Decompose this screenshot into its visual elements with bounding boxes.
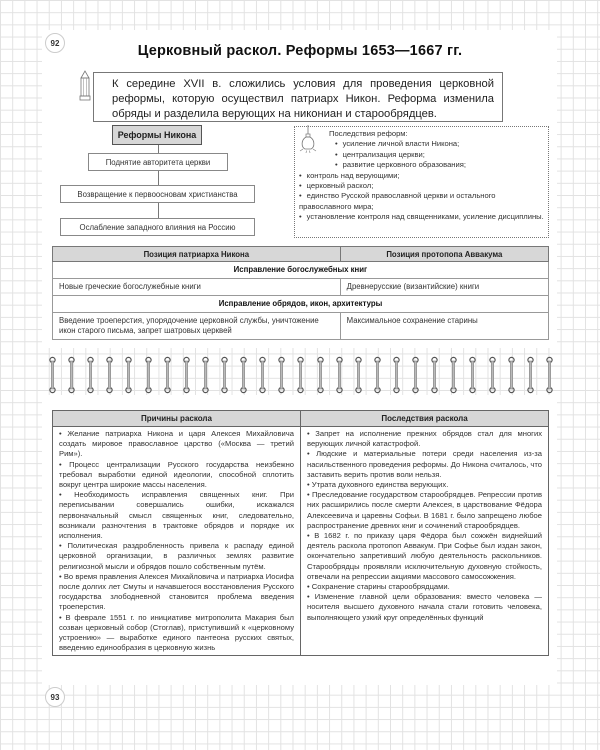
effect-item: • Изменение главной цели образования: вместо человека — носителя высшего духовного начала стали готовить человека, выполняющего узкий круг определённых функций (307, 592, 542, 623)
spiral-ring-icon (450, 355, 457, 395)
spiral-ring-icon (317, 355, 324, 395)
spiral-ring-icon (546, 355, 553, 395)
effect-item: • Преследование государством старообрядцев. Репрессии против них расширились после смерти Алексея, в царствование Фёдора Алексеевича и царевны Софьи. В 1681 г. было запрещено любое распространение древних книг и сочинений старообрядцев. (307, 490, 542, 531)
spiral-ring-icon (240, 355, 247, 395)
cause-item: • Необходимость исправления священных книг. При переписывании совершались ошибки, искажался первоначальный смысл священных книг, следовательно, возникали разночтения в трактовке обрядов и порядке их исполнения. (59, 490, 294, 541)
spiral-ring-icon (145, 355, 152, 395)
effects-cell (301, 427, 549, 656)
spiral-ring-icon (164, 355, 171, 395)
header-effects: Последствия раскола (301, 411, 549, 427)
spiral-ring-icon (68, 355, 75, 395)
consequence-item: • развитие церковного образования; (335, 160, 544, 170)
page-title: Церковный раскол. Реформы 1653—1667 гг. (137, 43, 463, 59)
avvakum-position: Древнерусские (византийские) книги (340, 279, 548, 296)
spiral-ring-icon (49, 355, 56, 395)
consequence-item: • установление контроля над священниками, усиление дисциплины. (299, 212, 544, 222)
lightbulb-icon (298, 125, 318, 155)
intro-text: К середине XVII в. сложились условия для проведения церковной реформы, которую осуществил патриарх Никон. Реформа изменила обряды и разделила верующих на никониан и старообрядцев. (93, 72, 503, 122)
spiral-ring-icon (202, 355, 209, 395)
header-causes: Причины раскола (53, 411, 301, 427)
spiral-binding (45, 355, 557, 395)
pencil-icon (78, 70, 92, 104)
reforms-heading: Реформы Никона (112, 125, 202, 145)
reform-consequences-box (294, 126, 549, 238)
avvakum-position: Максимальное сохранение старины (340, 313, 548, 340)
reform-item: Поднятие авторитета церкви (88, 153, 228, 171)
spiral-ring-icon (259, 355, 266, 395)
reform-item: Возвращение к первоосновам христианства (60, 185, 255, 203)
reform-item: Ослабление западного влияния на Россию (60, 218, 255, 236)
page-number-93: 93 (45, 687, 65, 707)
spiral-ring-icon (412, 355, 419, 395)
spiral-ring-icon (431, 355, 438, 395)
spiral-ring-icon (527, 355, 534, 395)
consequence-item: • усиление личной власти Никона; (335, 139, 544, 149)
consequence-item: • контроль над верующими; (299, 171, 544, 181)
consequence-item: • централизация церкви; (335, 150, 544, 160)
spiral-ring-icon (183, 355, 190, 395)
cause-item: • Желание патриарха Никона и царя Алексея Михайловича создать мировое православное царство («Москва — третий Рим»). (59, 429, 294, 460)
effect-item: • Утрата духовного единства верующих. (307, 480, 542, 490)
effect-item: • В 1682 г. по приказу царя Фёдора был сожжён виднейший деятель раскола протопоп Аввакум. При Софье был издан закон, окончательно запретивший любую деятельность раскольников. Старообрядцы проявляли исключительную духовную стойкость, отвечали на репрессии акциями массового самосожжения. (307, 531, 542, 582)
spiral-ring-icon (221, 355, 228, 395)
spiral-ring-icon (106, 355, 113, 395)
connector-line (158, 145, 159, 153)
section-title: Исправление богослужебных книг (53, 262, 549, 279)
spiral-ring-icon (336, 355, 343, 395)
spiral-ring-icon (278, 355, 285, 395)
page-number-92: 92 (45, 33, 65, 53)
nikon-position: Новые греческие богослужебные книги (53, 279, 341, 296)
connector-line (158, 203, 159, 218)
cause-item: • В феврале 1551 г. по инициативе митрополита Макария был созван церковный собор (Стоглав), приступивший к «церковному устроению» — выработке единого пантеона русских святых, введению единообразия в церковную жизнь (59, 613, 294, 654)
schism-table (52, 410, 549, 656)
spiral-ring-icon (469, 355, 476, 395)
connector-line (158, 171, 159, 185)
spiral-ring-icon (508, 355, 515, 395)
header-nikon: Позиция патриарха Никона (53, 247, 341, 262)
section-title: Исправление обрядов, икон, архитектуры (53, 296, 549, 313)
header-avvakum: Позиция протопопа Аввакума (340, 247, 548, 262)
consequences-title: Последствия реформ: (329, 129, 408, 138)
spiral-ring-icon (125, 355, 132, 395)
spiral-ring-icon (87, 355, 94, 395)
consequence-item: • единство Русской православной церкви и остального православного мира; (299, 191, 544, 212)
positions-table (52, 246, 549, 340)
cause-item: • Политическая раздробленность привела к распаду единой церковной организации, в различных землях развитие религиозной мысли и обрядов пошло собственным путём. (59, 541, 294, 572)
causes-cell (53, 427, 301, 656)
spiral-ring-icon (374, 355, 381, 395)
spiral-ring-icon (297, 355, 304, 395)
consequence-item: • церковный раскол; (299, 181, 544, 191)
nikon-position: Введение троеперстия, упорядочение церковной службы, уничтожение икон старого письма, запрет шатровых церквей (53, 313, 341, 340)
effect-item: • Людские и материальные потери среди населения из-за насильственного проведения реформы. До Никона считалось, что заставить верить против воли нельзя. (307, 449, 542, 480)
effect-item: • Сохранение старины старообрядцами. (307, 582, 542, 592)
effect-item: • Запрет на исполнение прежних обрядов стал для многих верующих личной катастрофой. (307, 429, 542, 449)
cause-item: • Процесс централизации Русского государства неизбежно требовал выработки единой идеологии, способной сплотить вокруг центра широкие массы населения. (59, 460, 294, 491)
cause-item: • Во время правления Алексея Михайловича и патриарха Иосифа после долгих лет Смуты и начавшегося восстановления Русского государства злободневной становится проблема введения троеперстия. (59, 572, 294, 613)
spiral-ring-icon (355, 355, 362, 395)
spiral-ring-icon (489, 355, 496, 395)
spiral-ring-icon (393, 355, 400, 395)
